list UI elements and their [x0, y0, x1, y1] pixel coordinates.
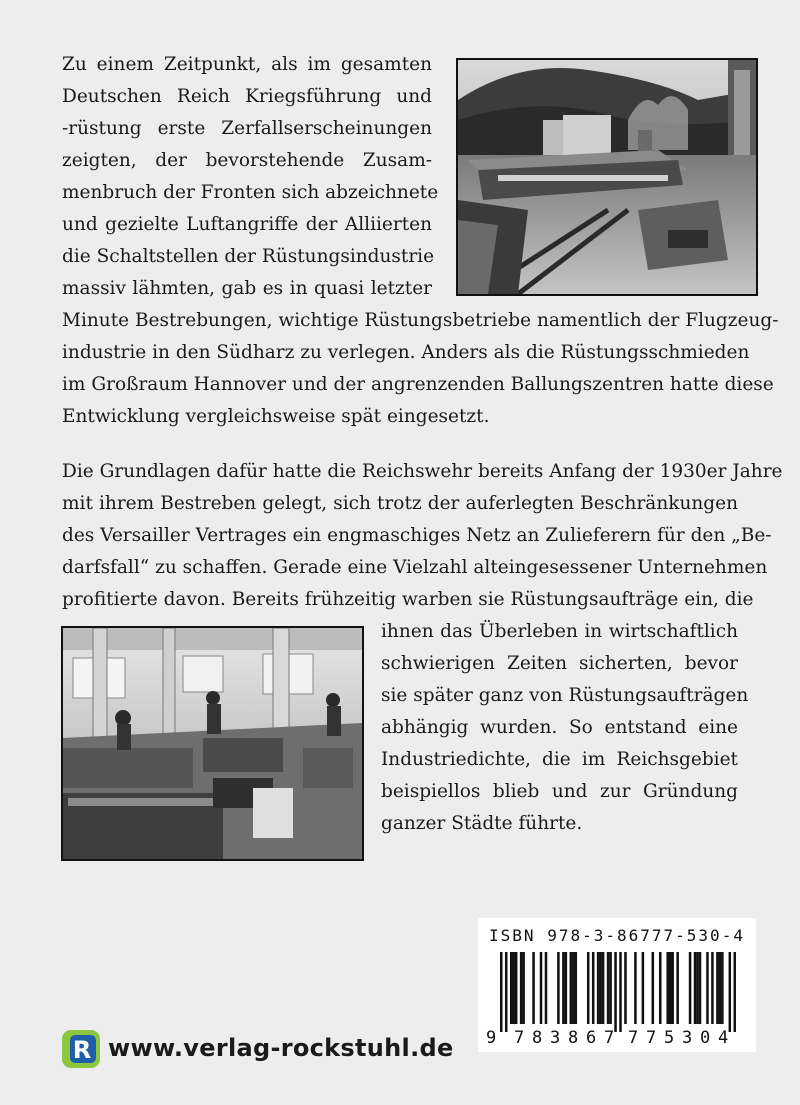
publisher-logo [62, 1030, 100, 1068]
barcode-bar [696, 952, 699, 1024]
barcode-bar [587, 952, 590, 1024]
barcode-bar [609, 952, 612, 1024]
text-line: menbruch der Fronten sich abzeichnete [62, 182, 439, 203]
text-line: Die Grundlagen dafür hatte die Reichswehr bereits Anfang der 1930er Jahre [62, 461, 783, 482]
barcode-bar [512, 952, 515, 1024]
barcode-bar [602, 952, 605, 1024]
barcode-digit: 0 [700, 1028, 711, 1048]
barcode-bar [500, 952, 503, 1032]
text-line: massiv lähmten, gab es in quasi letzter [62, 278, 432, 299]
barcode-bar [599, 952, 602, 1024]
text-line: ganzer Städte führte. [381, 813, 583, 834]
barcode-digit: 7 [604, 1028, 615, 1048]
barcode-bar [694, 952, 697, 1024]
barcode-bar [592, 952, 595, 1024]
publisher-website[interactable]: www.verlag-rockstuhl.de [108, 1034, 454, 1062]
barcode-digit: 7 [646, 1028, 657, 1048]
text-line: mit ihrem Bestreben gelegt, sich trotz der auferlegten Beschränkungen [62, 493, 738, 514]
barcode-bar [706, 952, 709, 1024]
text-line: zeigten, der bevorstehende Zusam- [62, 150, 432, 171]
isbn-number: ISBN 978-3-86777-530-4 [489, 926, 745, 945]
barcode-digits [486, 1028, 748, 1048]
text-line: Zu einem Zeitpunkt, als im gesamten [62, 54, 432, 75]
barcode-bar [659, 952, 662, 1024]
workshop-photo [61, 626, 364, 861]
text-line: Minute Bestrebungen, wichtige Rüstungsbetriebe namentlich der Flugzeug- [62, 310, 779, 331]
barcode-bar [607, 952, 610, 1024]
barcode-bar [532, 952, 535, 1024]
barcode-bar [676, 952, 679, 1024]
barcode-bar [671, 952, 674, 1024]
barcode-bar [510, 952, 513, 1024]
barcode-bar [721, 952, 724, 1024]
barcode-bar [520, 952, 523, 1024]
barcode-bar [557, 952, 560, 1024]
barcode-bar [666, 952, 669, 1024]
barcode-bar [729, 952, 732, 1032]
barcode-bar [545, 952, 548, 1024]
barcode-digit: 6 [586, 1028, 597, 1048]
barcode-digit: 7 [628, 1028, 639, 1048]
barcode-bar [575, 952, 578, 1024]
barcode-digit: 7 [514, 1028, 525, 1048]
text-line: sie später ganz von Rüstungsaufträgen [381, 685, 749, 706]
barcode-digit: 8 [568, 1028, 579, 1048]
text-line: schwierigen Zeiten sicherten, bevor [381, 653, 738, 674]
barcode-digit: 4 [718, 1028, 729, 1048]
text-line: beispiellos blieb und zur Gründung [381, 781, 738, 802]
barcode-bar [572, 952, 575, 1024]
barcode-digit: 3 [682, 1028, 693, 1048]
barcode-bar [522, 952, 525, 1024]
text-line: -rüstung erste Zerfallserscheinungen [62, 118, 432, 139]
barcode-digit: 5 [664, 1028, 675, 1048]
barcode-bar [597, 952, 600, 1024]
barcode-bar [689, 952, 692, 1024]
barcode-bar [540, 952, 543, 1024]
barcode-bar [634, 952, 637, 1024]
text-line: Industriedichte, die im Reichsgebiet [381, 749, 738, 770]
barcode-bar [614, 952, 617, 1032]
text-line: ihnen das Überleben in wirtschaftlich [381, 621, 738, 642]
text-line: profitierte davon. Bereits frühzeitig warben sie Rüstungsaufträge ein, die [62, 589, 754, 610]
text-line: abhängig wurden. So entstand eine [381, 717, 738, 738]
barcode-digit: 9 [486, 1028, 497, 1048]
text-line: des Versailler Vertrages ein engmaschiges Netz an Zulieferern für den „Be- [62, 525, 772, 546]
barcode-bar [711, 952, 714, 1024]
logo-letter: R [72, 1036, 92, 1064]
barcode-digit: 8 [532, 1028, 543, 1048]
barcode-bar [565, 952, 568, 1024]
barcode-bar [652, 952, 655, 1024]
barcode-bar [619, 952, 622, 1032]
text-line: industrie in den Südharz zu verlegen. Anders als die Rüstungsschmieden [62, 342, 750, 363]
isbn-barcode-box [478, 918, 756, 1052]
text-line: und gezielte Luftangriffe der Alliierten [62, 214, 432, 235]
text-line: Entwicklung vergleichsweise spät eingesetzt. [62, 406, 490, 427]
barcode-bar [734, 952, 736, 1032]
factory-photo [456, 58, 758, 296]
barcode-bar [570, 952, 573, 1024]
barcode-bar [699, 952, 702, 1024]
barcode-bar [562, 952, 565, 1024]
barcode [500, 952, 736, 1032]
barcode-bar [624, 952, 627, 1024]
barcode-bar [716, 952, 719, 1024]
barcode-bar [505, 952, 508, 1032]
barcode-bar [719, 952, 722, 1024]
barcode-bar [642, 952, 645, 1024]
text-line: im Großraum Hannover und der angrenzenden Ballungszentren hatte diese [62, 374, 774, 395]
text-line: darfsfall“ zu schaffen. Gerade eine Vielzahl alteingesessener Unternehmen [62, 557, 768, 578]
barcode-digit: 3 [550, 1028, 561, 1048]
text-line: Deutschen Reich Kriegsführung und [62, 86, 432, 107]
barcode-bar [669, 952, 672, 1024]
barcode-bar [515, 952, 518, 1024]
text-line: die Schaltstellen der Rüstungsindustrie [62, 246, 435, 267]
